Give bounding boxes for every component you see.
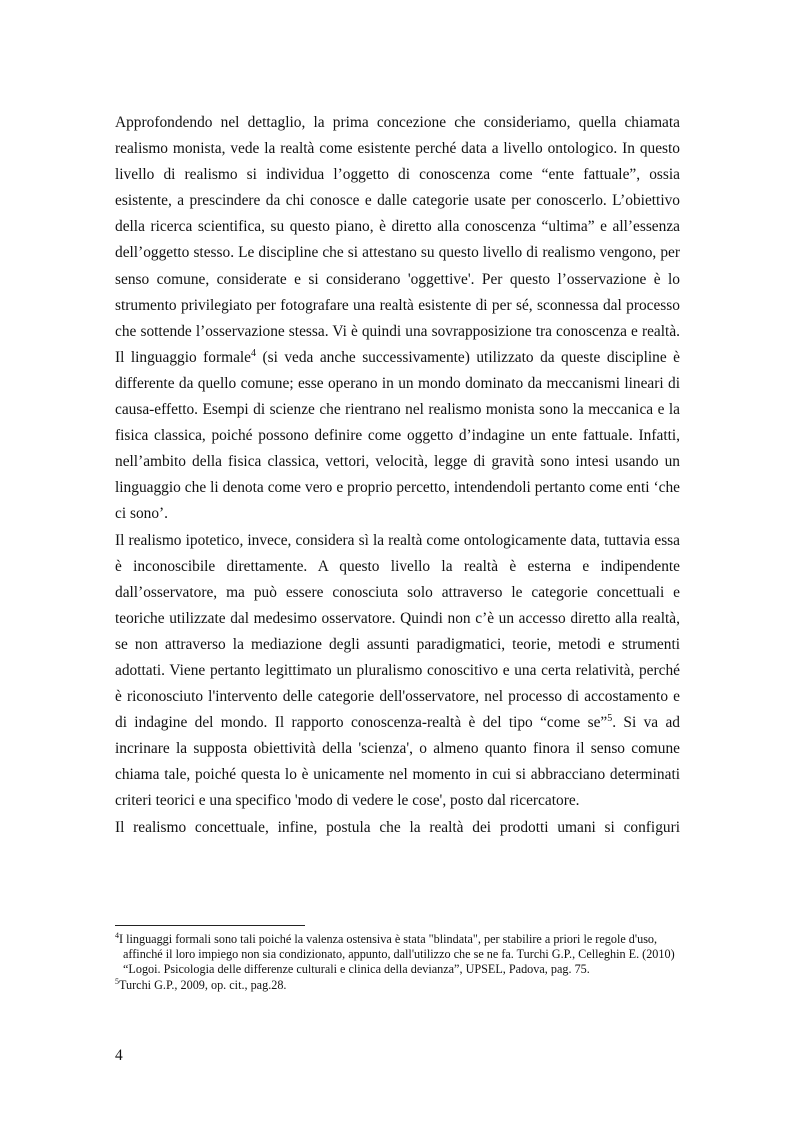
paragraph-text: . Si va ad incrinare la supposta obiettività della 'scienza', o almeno quanto finora il senso comune chiama tale, poiché questa lo è unicamente nel momento in cui si abbracciano determinati criteri teorici e una specifico 'modo di vedere le cose', posto dal ricercatore. (115, 714, 681, 810)
paragraph-realismo-monista (115, 110, 680, 528)
footnote-separator (115, 925, 305, 926)
page-number: 4 (115, 1047, 123, 1064)
paragraph-realismo-ipotetico (115, 528, 680, 815)
footnote-number: 4 (115, 930, 119, 940)
paragraph-text: Il realismo concettuale, infine, postula che la realtà dei prodotti umani si configuri (115, 818, 680, 836)
paragraph-text: Il realismo ipotetico, invece, considera sì la realtà come ontologicamente data, tuttavia essa è inconoscibile direttamente. A questo livello la realtà è esterna e indipendente dall’osservatore, ma può essere conosciuta solo attraverso le categorie concettuali e teoriche utilizzate dal medesimo osservatore. Quindi non c’è un accesso diretto alla realtà, se non attraverso la mediazione degli assunti paradigmatici, teorie, metodi e strumenti adottati. Viene pertanto legittimato un pluralismo conoscitivo e una certa relatività, perché è riconosciuto l'intervento delle categorie dell'osservatore, nel processo di accostamento e di indagine del mondo. Il rapporto conoscenza-realtà è del tipo “come se” (115, 531, 680, 732)
paragraph-text: (si veda anche successivamente) utilizzato da queste discipline è differente da quello comune; esse operano in un mondo dominato da meccanismi lineari di causa-effetto. Esempi di scienze che rientrano nel realismo monista sono la meccanica e la fisica classica, poiché possono definire come oggetto d’indagine un ente fattuale. Infatti, nell’ambito della fisica classica, vettori, velocità, legge di gravità sono intesi usando un linguaggio che li denota come vero e proprio percetto, intendendoli pertanto come enti ‘che ci sono’. (115, 348, 680, 523)
body-text (115, 110, 680, 841)
footnote-text: Turchi G.P., 2009, op. cit., pag.28. (119, 977, 287, 992)
footnote-5 (115, 978, 680, 993)
paragraph-realismo-concettuale (115, 815, 680, 841)
footnote-ref-4[interactable]: 4 (251, 347, 257, 359)
footnote-text: I linguaggi formali sono tali poiché la valenza ostensiva è stata "blindata", per stabilire a priori le regole d'uso, affinché il loro impiego non sia condizionato, appunto, dall'utilizzo che se ne fa. Turchi G.P., Celleghin E. (2010) “Logoi. Psicologia delle differenze culturali e clinica della devianza”, UPSEL, Padova, pag. 75. (119, 932, 675, 977)
footnote-ref-5[interactable]: 5 (607, 713, 613, 725)
footnotes (115, 932, 680, 993)
paragraph-text: Approfondendo nel dettaglio, la prima concezione che consideriamo, quella chiamata realismo monista, vede la realtà come esistente perché data a livello ontologico. In questo livello di realismo si individua l’oggetto di conoscenza come “ente fattuale”, ossia esistente, a prescindere da chi conosce e dalle categorie usate per conoscerlo. L’obiettivo della ricerca scientifica, su questo piano, è diretto alla conoscenza “ultima” e all’essenza dell’oggetto stesso. Le discipline che si attestano su questo livello di realismo vengono, per senso comune, considerate e si considerano 'oggettive'. Per questo l’osservazione è lo strumento privilegiato per fotografare una realtà esistente di per sé, sconnessa dal processo che sottende l’osservazione stessa. Vi è quindi una sovrapposizione tra conoscenza e realtà. Il linguaggio formale (115, 114, 680, 366)
footnote-number: 5 (115, 976, 119, 986)
footnote-4 (115, 932, 680, 978)
